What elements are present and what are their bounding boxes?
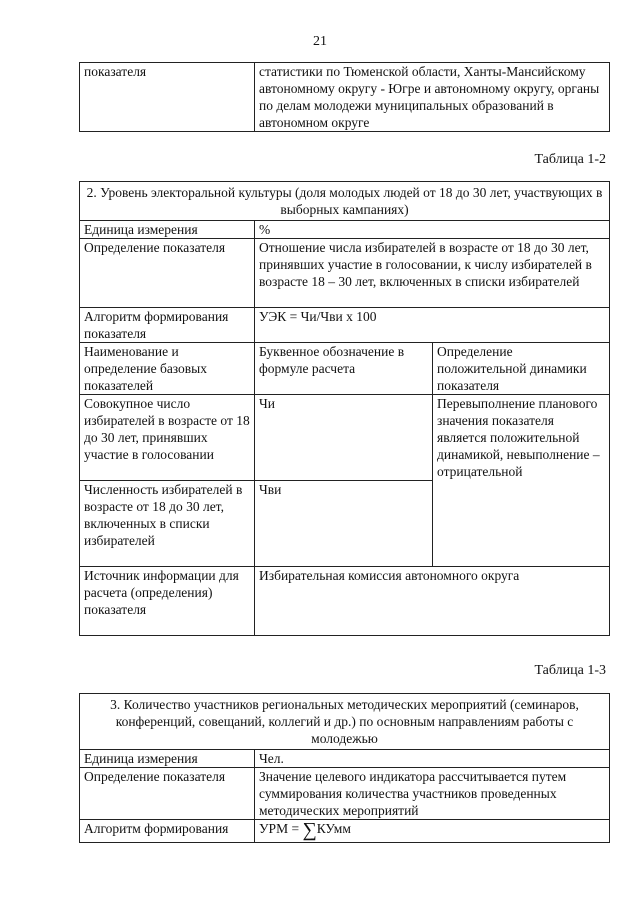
indicator-table-1-3 bbox=[79, 693, 610, 843]
page-number: 21 bbox=[313, 34, 327, 49]
base-indicator-name: Совокупное число избирателей в возрасте от 18 до 30 лет, принявших участие в голосовании bbox=[80, 395, 255, 481]
table-caption-1-3: Таблица 1-3 bbox=[534, 663, 606, 678]
source-value: Избирательная комиссия автономного округа bbox=[255, 567, 610, 636]
unit-label: Единица измерения bbox=[80, 750, 255, 768]
table-row bbox=[80, 239, 610, 308]
table-caption-1-2: Таблица 1-2 bbox=[534, 152, 606, 167]
row-label: показателя bbox=[80, 63, 255, 132]
dynamics-value: Перевыполнение планового значения показателя является положительной динамикой, невыполнение – отрицательной bbox=[433, 395, 610, 567]
base-indicator-name: Численность избирателей в возрасте от 18 до 30 лет, включенных в списки избирателей bbox=[80, 481, 255, 567]
sum-symbol: ∑ bbox=[302, 819, 317, 841]
table-header: 2. Уровень электоральной культуры (доля молодых людей от 18 до 30 лет, участвующих в выборных кампаниях) bbox=[80, 182, 610, 221]
row-value: статистики по Тюменской области, Ханты-Мансийскому автономному округу - Югре и автономному округу, органы по делам молодежи муниципальных образований в автономном округе bbox=[255, 63, 610, 132]
table-row bbox=[80, 343, 610, 395]
formula-right: КУмм bbox=[316, 821, 351, 836]
column-header-letter: Буквенное обозначение в формуле расчета bbox=[255, 343, 433, 395]
source-label: Источник информации для расчета (определения) показателя bbox=[80, 567, 255, 636]
table-row bbox=[80, 820, 610, 843]
unit-value: Чел. bbox=[255, 750, 610, 768]
definition-value: Значение целевого индикатора рассчитывается путем суммирования количества участников проведенных методических мероприятий bbox=[255, 768, 610, 820]
definition-label: Определение показателя bbox=[80, 768, 255, 820]
base-indicator-letter: Чи bbox=[255, 395, 433, 481]
table-row bbox=[80, 750, 610, 768]
table-row bbox=[80, 308, 610, 343]
algorithm-label: Алгоритм формирования показателя bbox=[80, 308, 255, 343]
column-header-base: Наименование и определение базовых показателей bbox=[80, 343, 255, 395]
algorithm-label: Алгоритм формирования bbox=[80, 820, 255, 843]
table-header: 3. Количество участников региональных методических мероприятий (семинаров, конференций, совещаний, коллегий и др.) по основным направлениям работы с молодежью bbox=[80, 694, 610, 750]
algorithm-formula bbox=[255, 820, 610, 843]
table-row bbox=[80, 395, 610, 481]
definition-label: Определение показателя bbox=[80, 239, 255, 308]
table-row bbox=[80, 63, 610, 132]
table-header-row bbox=[80, 694, 610, 750]
unit-label: Единица измерения bbox=[80, 221, 255, 239]
table-row bbox=[80, 567, 610, 636]
algorithm-value: УЭК = Чи/Чви х 100 bbox=[255, 308, 610, 343]
table-row bbox=[80, 768, 610, 820]
column-header-dynamics: Определение положительной динамики показателя bbox=[433, 343, 610, 395]
indicator-table-1-2 bbox=[79, 181, 610, 636]
unit-value: % bbox=[255, 221, 610, 239]
continuation-table bbox=[79, 62, 610, 132]
definition-value: Отношение числа избирателей в возрасте от 18 до 30 лет, принявших участие в голосовании, к числу избирателей в возрасте 18 – 30 лет, включенных в списки избирателей bbox=[255, 239, 610, 308]
table-header-row bbox=[80, 182, 610, 221]
table-row bbox=[80, 221, 610, 239]
base-indicator-letter: Чви bbox=[255, 481, 433, 567]
formula-left: УРМ = bbox=[259, 821, 303, 836]
